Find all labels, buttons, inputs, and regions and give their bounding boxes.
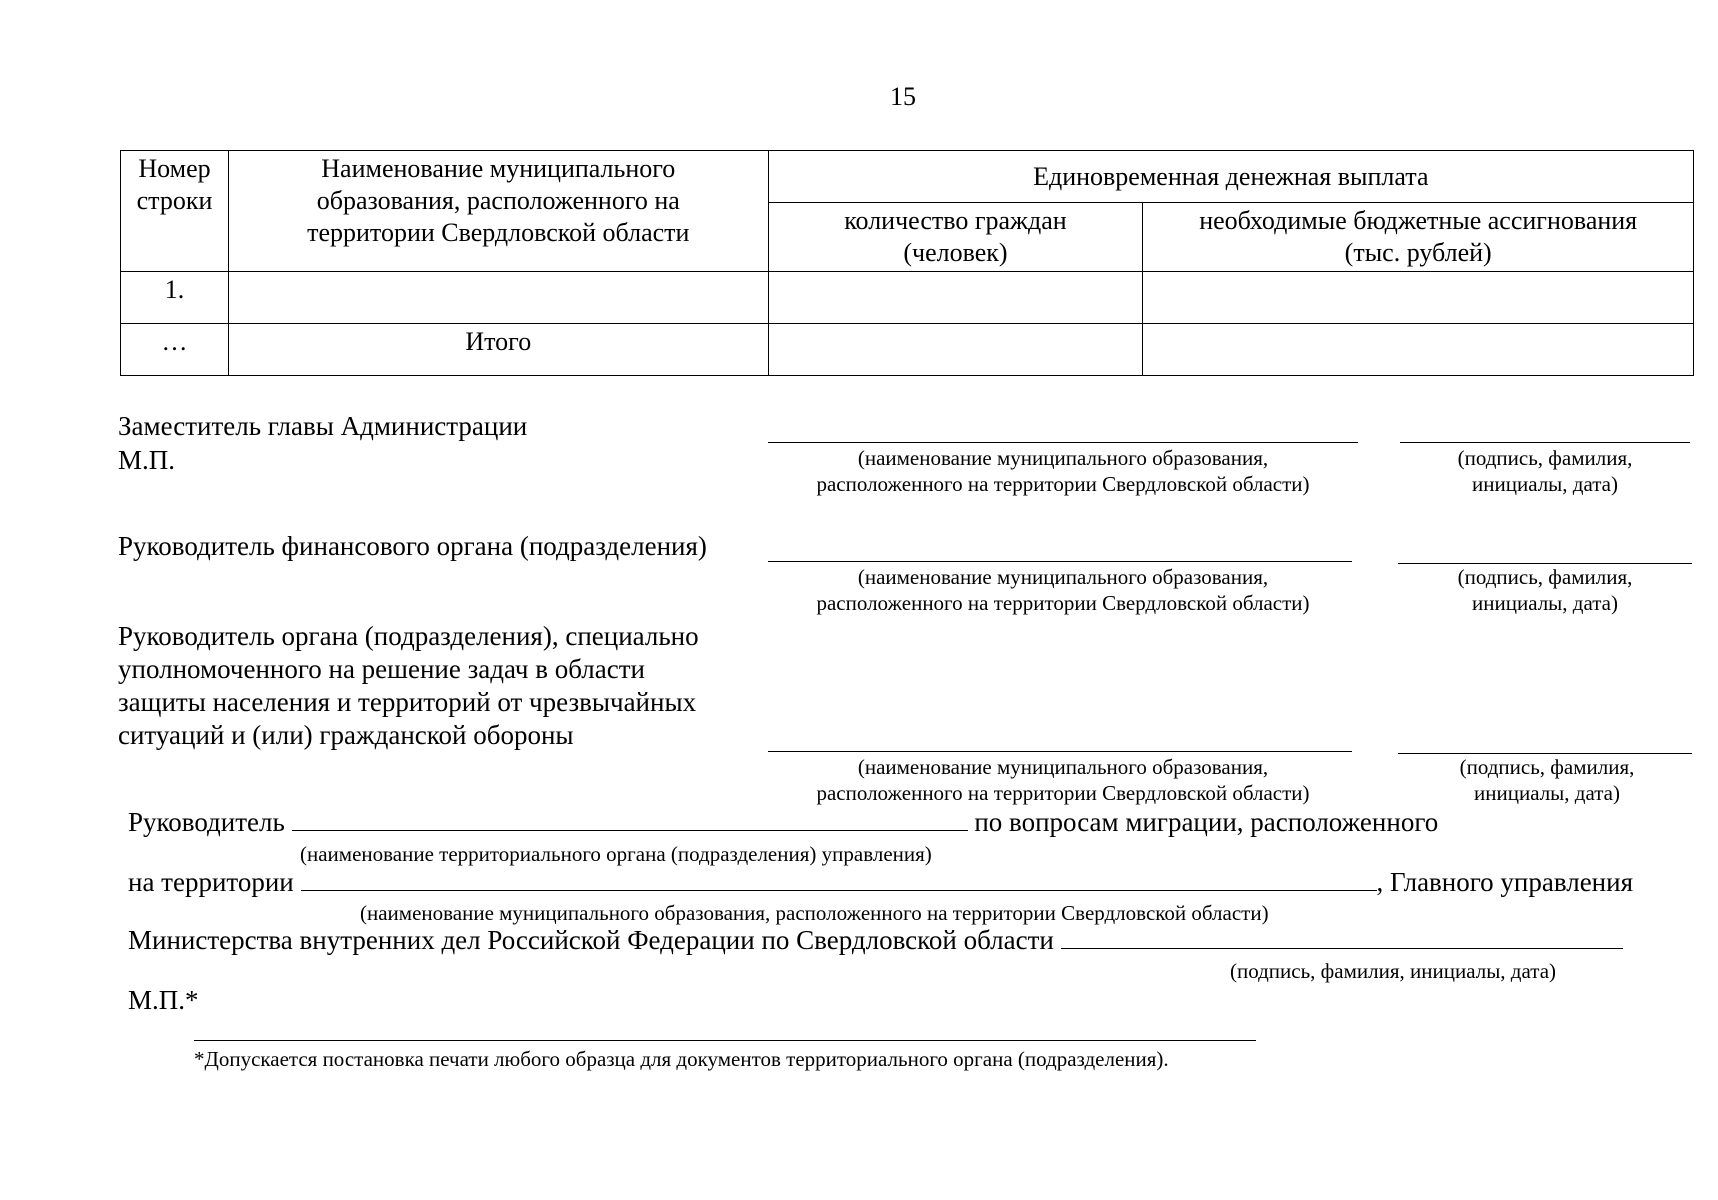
- signature-caption: [1400, 445, 1690, 497]
- count-cell: [768, 324, 1143, 376]
- label-line: ситуаций и (или) гражданской обороны: [118, 720, 574, 750]
- caption-line: (подпись, фамилия,: [1457, 565, 1633, 589]
- footnote-text: *Допускается постановка печати любого образца для документов территориального органа (подразделения).: [194, 1047, 1169, 1071]
- header-citizens-line: (человек): [903, 238, 1008, 267]
- label-line: Руководитель органа (подразделения), специально: [118, 621, 699, 651]
- municipality-caption: [768, 445, 1358, 497]
- payment-table: [120, 150, 1694, 376]
- signature-line: [1400, 442, 1690, 443]
- municipality-caption: [768, 754, 1358, 806]
- table-row: [121, 324, 1694, 376]
- header-municipality-line: Наименование муниципального: [321, 154, 676, 183]
- header-municipality-line: образования, расположенного на: [316, 186, 680, 215]
- row-number-cell: …: [121, 324, 229, 376]
- migration-text: на территории: [128, 867, 294, 897]
- caption-line: инициалы, дата): [1474, 781, 1620, 805]
- municipality-caption: [768, 564, 1358, 616]
- migration-head-text: Руководитель: [128, 807, 285, 837]
- municipality-blank: [301, 868, 1377, 891]
- migration-line-3: [128, 924, 1623, 957]
- migration-text: по вопросам миграции, расположенного: [974, 807, 1439, 837]
- header-municipality-line: территории Свердловской области: [307, 218, 690, 247]
- caption-line: инициалы, дата): [1472, 591, 1618, 615]
- row-number-cell: 1.: [121, 272, 229, 324]
- deputy-head-label: Заместитель главы Администрации: [118, 411, 528, 441]
- table-row: [121, 272, 1694, 324]
- header-budget-line: (тыс. рублей): [1344, 238, 1492, 267]
- header-budget-line: необходимые бюджетные ассигнования: [1199, 206, 1638, 235]
- municipality-line: [768, 442, 1358, 443]
- municipality-cell: Итого: [228, 324, 768, 376]
- municipality-cell: [228, 272, 768, 324]
- municipality-line: [768, 751, 1352, 752]
- caption-line: (подпись, фамилия,: [1457, 446, 1633, 470]
- territorial-body-caption: (наименование территориального органа (подразделения) управления): [300, 842, 932, 866]
- label-line: уполномоченного на решение задач в области: [118, 654, 645, 684]
- header-row-number-line: строки: [136, 186, 213, 215]
- caption-line: расположенного на территории Свердловской области): [816, 781, 1310, 805]
- ministry-text: Министерства внутренних дел Российской Федерации по Свердловской области: [128, 925, 1054, 955]
- territorial-body-blank: [292, 808, 968, 831]
- signature-caption-inline: (подпись, фамилия, инициалы, дата): [1230, 959, 1557, 983]
- stamp-footnote-mark: М.П.*: [128, 985, 199, 1015]
- municipality-caption-inline: (наименование муниципального образования, расположенного на территории Свердловской области): [360, 901, 1269, 925]
- header-payment-group: Единовременная денежная выплата: [768, 151, 1693, 203]
- header-citizens-count: [768, 203, 1143, 272]
- caption-line: расположенного на территории Свердловской области): [816, 591, 1310, 615]
- finance-head-label: Руководитель финансового органа (подразделения): [118, 531, 707, 561]
- caption-line: (наименование муниципального образования,: [857, 755, 1269, 779]
- label-line: защиты населения и территорий от чрезвычайных: [118, 687, 697, 717]
- municipality-line: [768, 561, 1352, 562]
- signature-blank: [1061, 926, 1623, 949]
- signature-caption: [1400, 564, 1690, 616]
- emergency-head-label: [118, 620, 699, 752]
- caption-line: (подпись, фамилия,: [1459, 755, 1635, 779]
- footnote-separator: [194, 1040, 1256, 1041]
- page-number: 15: [890, 82, 916, 111]
- caption-line: (наименование муниципального образования,: [857, 446, 1269, 470]
- header-municipality: [228, 151, 768, 272]
- caption-line: (наименование муниципального образования,: [857, 565, 1269, 589]
- caption-line: расположенного на территории Свердловской области): [816, 472, 1310, 496]
- stamp-label: М.П.: [118, 445, 176, 475]
- caption-line: инициалы, дата): [1472, 472, 1618, 496]
- header-budget: [1143, 203, 1694, 272]
- migration-text: , Главного управления: [1376, 867, 1634, 897]
- header-row-number: [121, 151, 229, 272]
- budget-cell: [1143, 324, 1694, 376]
- header-row-number-line: Номер: [138, 154, 211, 183]
- budget-cell: [1143, 272, 1694, 324]
- header-citizens-line: количество граждан: [844, 206, 1067, 235]
- migration-line-2: [128, 866, 1633, 899]
- migration-line-1: [128, 806, 1438, 839]
- signature-caption: [1400, 754, 1694, 806]
- count-cell: [768, 272, 1143, 324]
